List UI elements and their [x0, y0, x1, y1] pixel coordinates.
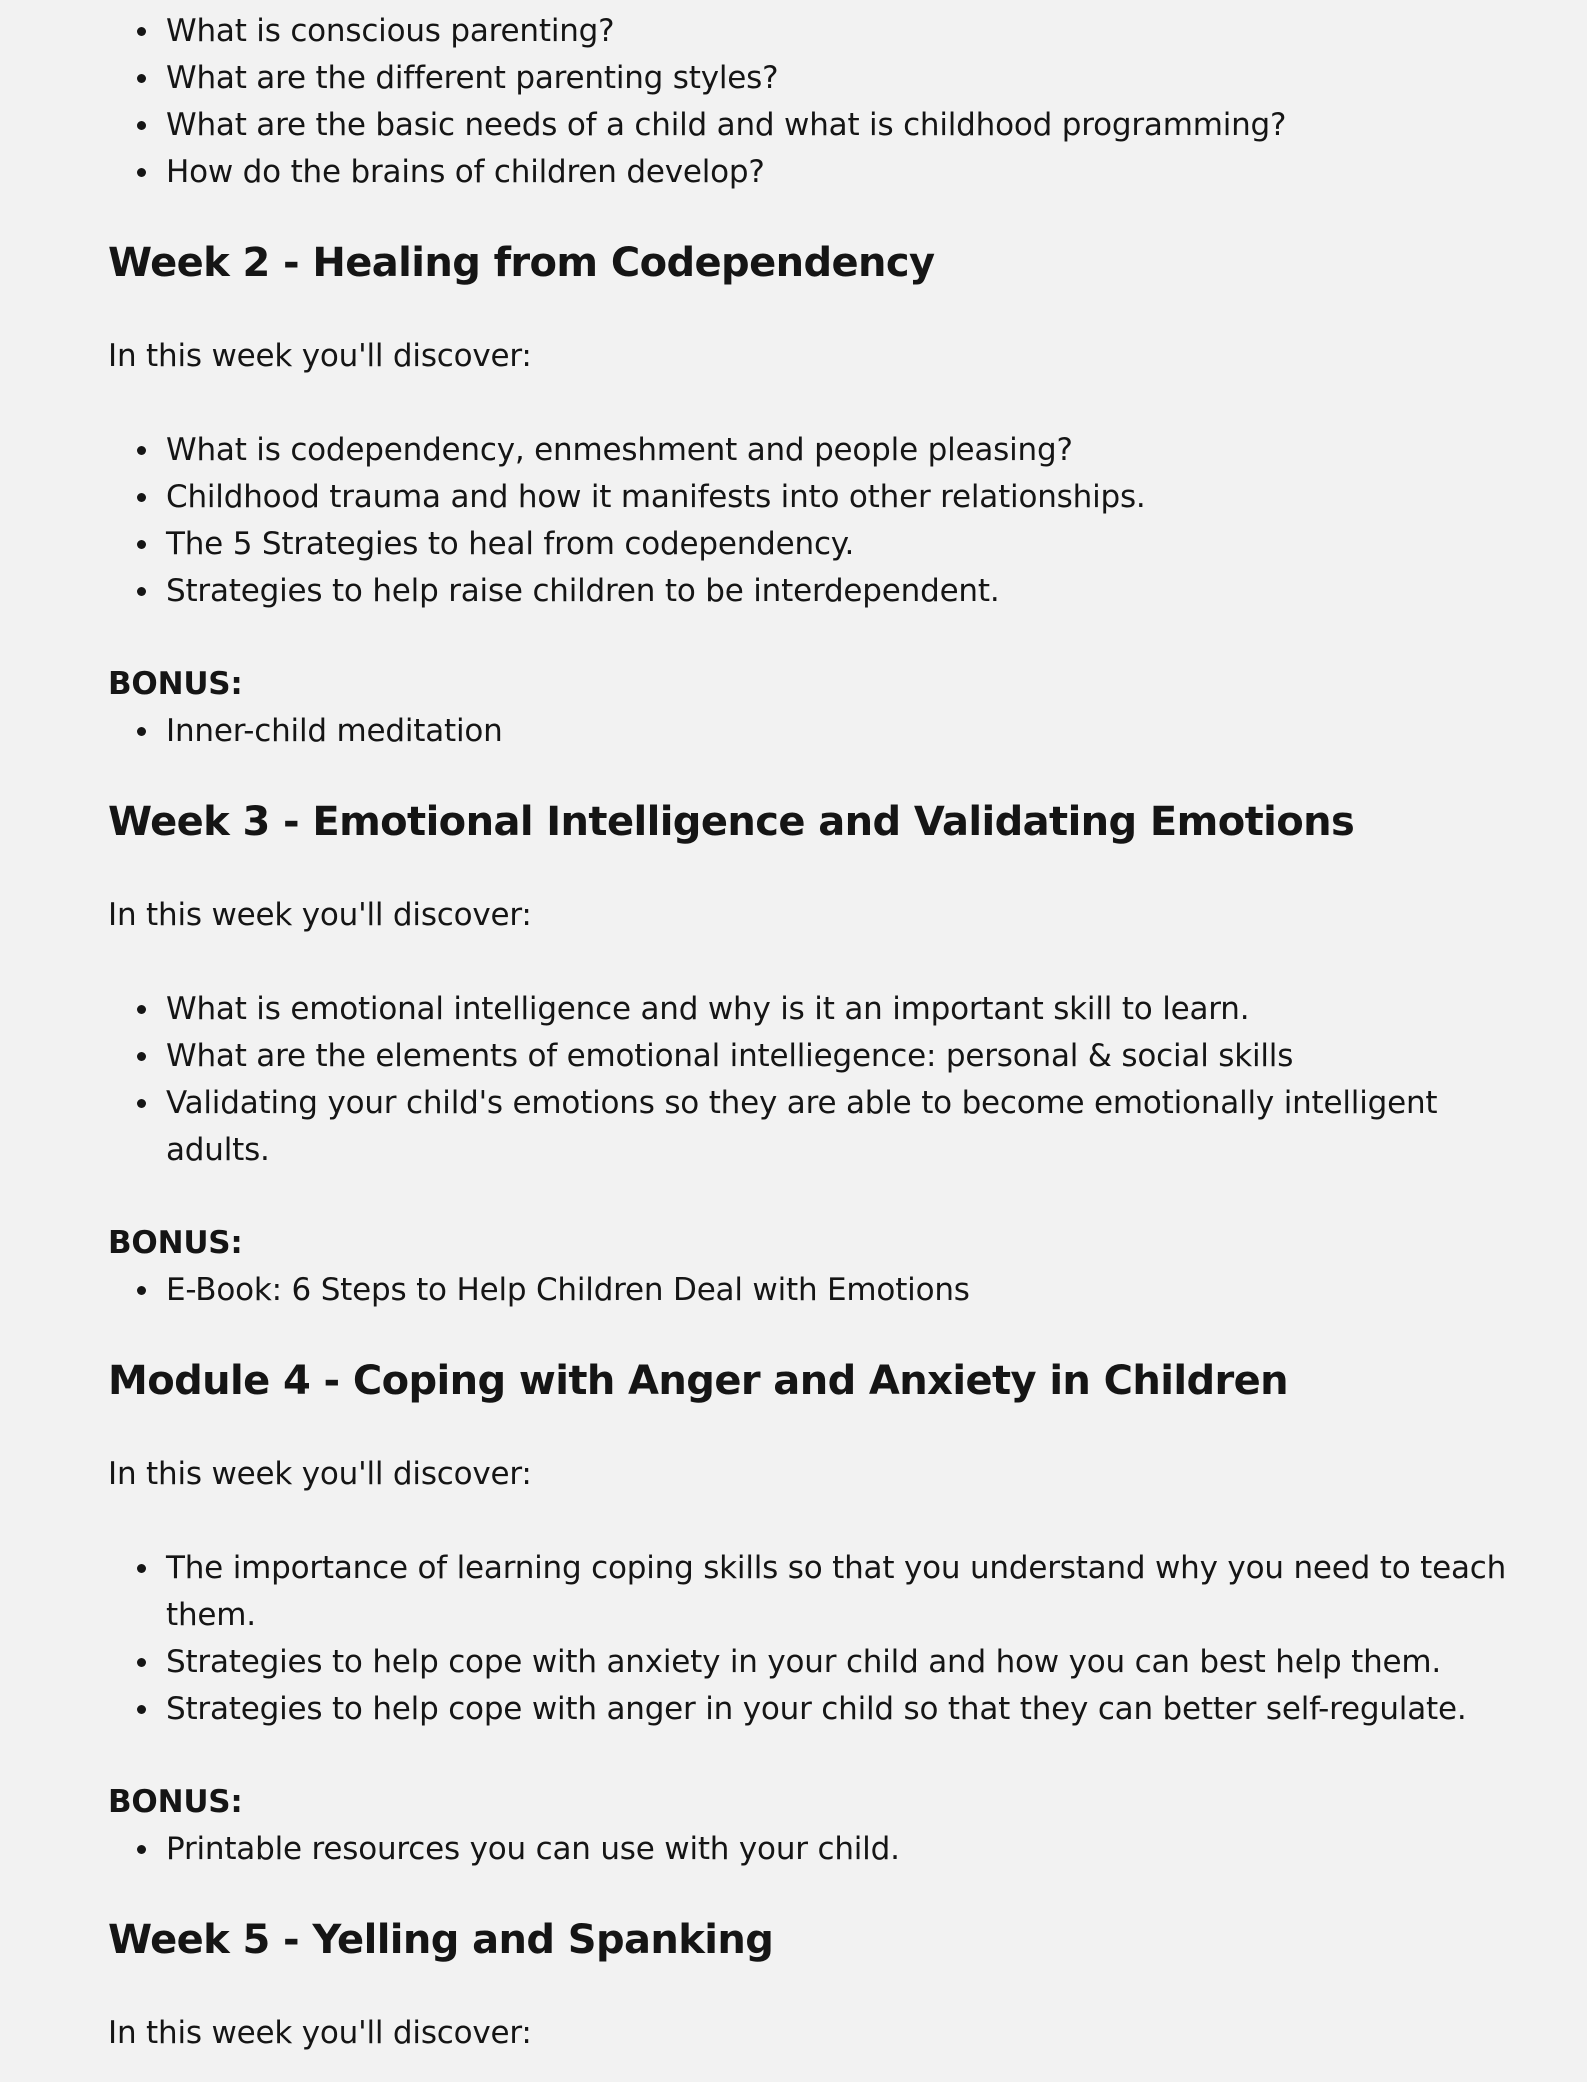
list-item: How do the brains of children develop?: [166, 149, 1548, 196]
list-item: The importance of learning coping skills so that you understand why you need to teach them.: [166, 1545, 1548, 1639]
section-heading: Module 4 - Coping with Anger and Anxiety in Children: [108, 1358, 1289, 1404]
week1-topic-list: [108, 8, 1548, 196]
topic-list: [108, 1545, 1548, 1733]
section-heading: Week 3 - Emotional Intelligence and Validating Emotions: [108, 799, 1355, 845]
list-item: Inner-child meditation: [166, 708, 1548, 755]
list-item: What are the elements of emotional intelliegence: personal & social skills: [166, 1033, 1548, 1080]
course-outline: [108, 0, 1548, 2057]
list-item: Strategies to help cope with anger in your child so that they can better self-regulate.: [166, 1686, 1548, 1733]
bonus-list: [108, 708, 1548, 755]
topic-list: [108, 986, 1548, 1174]
bonus-label: BONUS:: [108, 1784, 243, 1820]
list-item: The 5 Strategies to heal from codependency.: [166, 521, 1548, 568]
topic-list: [108, 427, 1548, 615]
bonus-label: BONUS:: [108, 666, 243, 702]
bonus-list: [108, 1826, 1548, 1873]
list-item: E-Book: 6 Steps to Help Children Deal with Emotions: [166, 1267, 1548, 1314]
list-item: What is emotional intelligence and why is it an important skill to learn.: [166, 986, 1548, 1033]
list-item: Childhood trauma and how it manifests into other relationships.: [166, 474, 1548, 521]
section-heading: Week 5 - Yelling and Spanking: [108, 1917, 774, 1963]
bonus-label: BONUS:: [108, 1225, 243, 1261]
section-heading: Week 2 - Healing from Codependency: [108, 240, 935, 286]
week5-section: [108, 1910, 1548, 2057]
section-intro: In this week you'll discover:: [108, 338, 532, 374]
list-item: What is codependency, enmeshment and people pleasing?: [166, 427, 1548, 474]
list-item: What are the basic needs of a child and what is childhood programming?: [166, 102, 1548, 149]
week3-section: [108, 792, 1548, 1314]
section-intro: In this week you'll discover:: [108, 897, 532, 933]
list-item: What is conscious parenting?: [166, 8, 1548, 55]
bonus-list: [108, 1267, 1548, 1314]
week2-section: [108, 233, 1548, 755]
list-item: Printable resources you can use with your child.: [166, 1826, 1548, 1873]
section-intro: In this week you'll discover:: [108, 1456, 532, 1492]
list-item: Strategies to help raise children to be interdependent.: [166, 568, 1548, 615]
list-item: Strategies to help cope with anxiety in your child and how you can best help them.: [166, 1639, 1548, 1686]
list-item: What are the different parenting styles?: [166, 55, 1548, 102]
module4-section: [108, 1351, 1548, 1873]
list-item: Validating your child's emotions so they are able to become emotionally intelligent adults.: [166, 1080, 1548, 1174]
section-intro: In this week you'll discover:: [108, 2015, 532, 2051]
